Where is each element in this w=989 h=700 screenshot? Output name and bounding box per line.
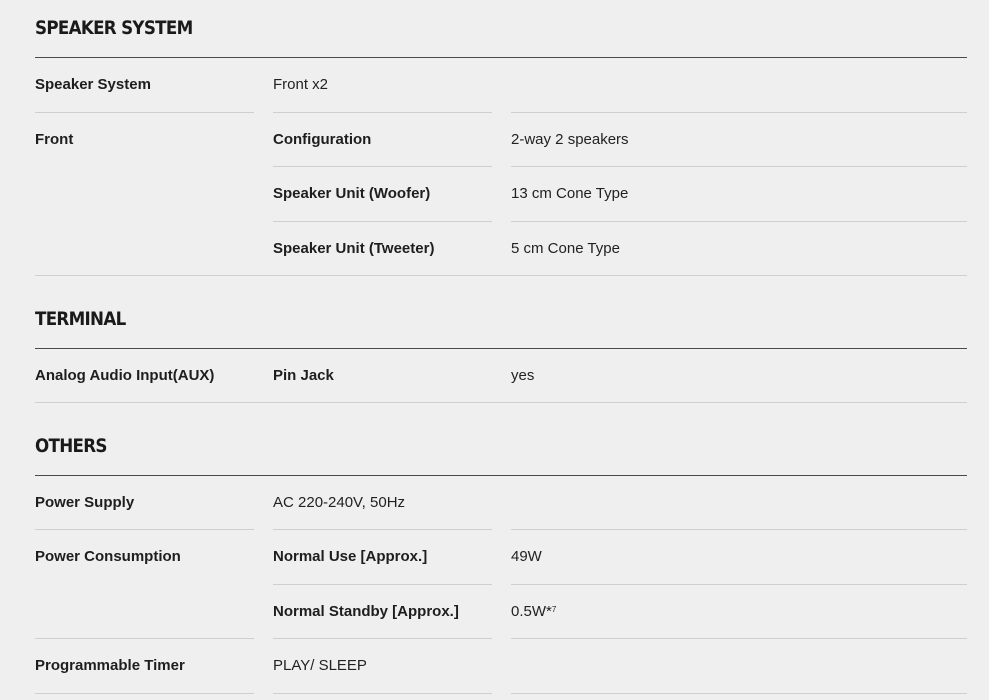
value-pin-jack: yes [511,367,535,384]
row-divider [35,693,254,694]
sub-label-configuration: Configuration [273,131,372,148]
section-heading-terminal: TERMINAL [35,308,126,330]
section-divider [35,348,967,349]
row-label-power-consumption: Power Consumption [35,548,181,565]
row-divider [273,693,492,694]
row-divider [273,529,492,530]
row-divider [273,166,492,167]
sub-label-pin-jack: Pin Jack [273,367,334,384]
row-label-front: Front [35,131,74,148]
row-label-programmable-timer: Programmable Timer [35,657,185,674]
row-divider [511,693,967,694]
row-divider [511,529,967,530]
row-divider [511,584,967,585]
value-configuration: 2-way 2 speakers [511,131,629,148]
row-divider [35,402,967,403]
footnote-marker: 7 [551,605,557,614]
row-divider [35,529,254,530]
row-label-analog-audio-input: Analog Audio Input(AUX) [35,367,215,384]
row-divider [273,112,492,113]
sub-label-normal-use: Normal Use [Approx.] [273,548,428,565]
value-power-supply: AC 220-240V, 50Hz [273,494,406,511]
value-programmable-timer: PLAY/ SLEEP [273,657,367,674]
section-divider [35,475,967,476]
value-woofer: 13 cm Cone Type [511,185,629,202]
value-normal-use: 49W [511,548,542,565]
value-tweeter: 5 cm Cone Type [511,240,620,257]
row-label-power-supply: Power Supply [35,494,135,511]
row-divider [273,221,492,222]
sub-label-woofer: Speaker Unit (Woofer) [273,185,431,202]
row-divider [511,166,967,167]
section-heading-others: OTHERS [35,435,107,457]
section-divider [35,57,967,58]
row-divider [511,112,967,113]
row-divider [273,584,492,585]
sub-label-normal-standby: Normal Standby [Approx.] [273,603,459,620]
row-divider [511,221,967,222]
row-divider [35,275,967,276]
row-divider [35,112,254,113]
standby-value-text: 0.5W* [511,603,552,620]
value-normal-standby [511,603,556,621]
row-divider [273,638,492,639]
row-divider [511,638,967,639]
sub-label-tweeter: Speaker Unit (Tweeter) [273,240,435,257]
section-heading-speaker-system: SPEAKER SYSTEM [35,17,193,39]
value-speaker-system: Front x2 [273,76,329,93]
row-divider [35,638,254,639]
row-label-speaker-system: Speaker System [35,76,151,93]
